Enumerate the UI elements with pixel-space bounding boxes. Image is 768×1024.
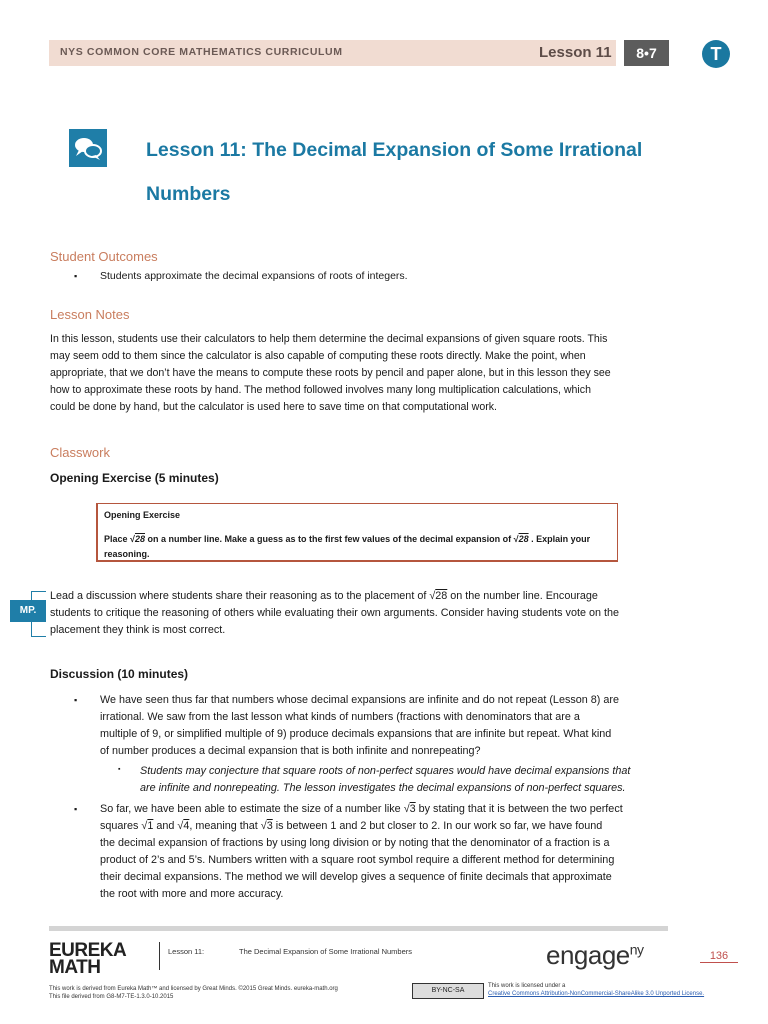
paragraph-line: Students may conjecture that square roots of non-perfect squares would have decimal expansions that	[140, 765, 631, 777]
logo-line-2: MATH	[49, 957, 101, 978]
paragraph-line: multiple of 9, or simplified multiple of 9) produce decimals expansions that are infinite but repeat. What kind	[100, 728, 612, 740]
footer-lesson-title: The Decimal Expansion of Some Irrational Numbers	[239, 947, 412, 956]
ny-text: ny	[629, 941, 644, 958]
lesson-label: Lesson 11	[539, 44, 612, 61]
sqrt-symbol: √	[260, 820, 267, 832]
radicand: 3	[266, 820, 273, 832]
sqrt-symbol: √	[403, 803, 410, 815]
number: 1	[330, 820, 337, 832]
opening-exercise-heading: Opening Exercise (5 minutes)	[50, 471, 219, 485]
text: Lead a discussion where students share their reasoning as to the placement of	[50, 590, 430, 602]
number: 2	[360, 820, 367, 832]
text: . In our work so far, we have found	[437, 820, 603, 832]
radicand: 3	[409, 803, 416, 815]
page-number: 136	[700, 950, 738, 963]
paragraph-line: product of 2’s and 5’s. Numbers written with a square root symbol require a different method for determining	[100, 854, 615, 866]
bullet-icon: ▪	[74, 695, 78, 705]
opening-exercise-box-body	[104, 532, 610, 562]
engageny-logo	[546, 940, 644, 971]
lesson-notes-line: how to approximate these roots by hand. The method followed involves many long multiplication calculations, which	[50, 384, 591, 396]
box-line-2: reasoning.	[104, 549, 150, 559]
text: and	[153, 820, 178, 832]
number: 2	[431, 820, 438, 832]
paragraph-line: are infinite and nonrepeating. The lesson investigates the decimal expansions of non-perfect squares.	[140, 782, 626, 794]
paragraph-line: We have seen thus far that numbers whose decimal expansions are infinite and do not repeat (Lesson 8) are	[100, 694, 619, 706]
teacher-badge: T	[702, 40, 730, 68]
radicand: 28	[134, 534, 145, 544]
text: , meaning that	[189, 820, 261, 832]
discussion-sub-bullet	[140, 763, 680, 797]
eureka-math-logo	[49, 942, 126, 976]
cc-license-badge[interactable]: BY-NC-SA	[412, 983, 484, 999]
page-title	[146, 128, 686, 216]
box-text: Place	[104, 534, 131, 544]
sqrt-symbol: √	[429, 590, 436, 602]
grade-module-badge: 8•7	[624, 40, 669, 66]
derived-line-2: This file derived from G8-M7-TE-1.3.0-10.2015	[49, 994, 174, 1000]
sqrt-symbol: √	[513, 534, 519, 544]
engage-text: engage	[546, 940, 630, 970]
discussion-paragraph-1	[100, 692, 680, 760]
license-link[interactable]: Creative Commons Attribution-NonCommercial-ShareAlike 3.0 Unported License.	[488, 991, 705, 997]
paragraph-line	[100, 818, 680, 835]
curriculum-label: NYS COMMON CORE MATHEMATICS CURRICULUM	[60, 46, 343, 58]
text: is between	[272, 820, 331, 832]
outcome-item: Students approximate the decimal expansions of roots of integers.	[100, 270, 408, 282]
radicand: 28	[518, 534, 529, 544]
license-line-1: This work is licensed under a	[488, 983, 566, 989]
mp-line-3: placement they think is most correct.	[50, 624, 226, 636]
paragraph-line: their decimal expansions. The method we will develop gives a sequence of finite decimals that approximate	[100, 871, 612, 883]
sqrt-symbol: √	[177, 820, 184, 832]
mp-tag: MP.	[10, 600, 46, 622]
paragraph-line	[100, 801, 680, 818]
lesson-notes-paragraph	[50, 331, 680, 416]
text: on the number line. Encourage	[447, 590, 598, 602]
derived-notice	[49, 985, 409, 1001]
text: squares	[100, 820, 142, 832]
box-text: on a number line. Make a guess as to the first few values of the decimal expansion of	[145, 534, 514, 544]
lesson-notes-line: appropriate, that we don’t have the means to compute these roots by pencil and paper alone, but in this lesson they see	[50, 367, 611, 379]
paragraph-line: irrational. We saw from the last lesson what kinds of numbers (fractions with denominators that are a	[100, 711, 580, 723]
lesson-notes-line: may seem odd to them since the calculator is also capable of computing these roots directly. Make the point, when	[50, 350, 586, 362]
radicand: 28	[435, 590, 448, 602]
derived-line-1: This work is derived from Eureka Math™ and licensed by Great Minds. ©2015 Great Minds. eureka-math.org	[49, 986, 338, 992]
lesson-notes-line: In this lesson, students use their calculators to help them determine the decimal expansions of given square roots. This	[50, 333, 608, 345]
sub-bullet-icon: ▪	[118, 766, 121, 773]
speech-bubbles-icon	[69, 129, 107, 167]
student-outcomes-heading: Student Outcomes	[50, 249, 158, 264]
footer-divider	[49, 926, 668, 931]
sqrt-symbol: √	[141, 820, 148, 832]
lesson-notes-line: could be done by hand, but the calculator is used here to save time on that computational work.	[50, 401, 497, 413]
footer-lesson: Lesson 11:	[168, 947, 205, 956]
box-line-1	[104, 532, 610, 547]
bullet-icon: ▪	[74, 804, 78, 814]
text: by stating that it is between the two perfect	[415, 803, 623, 815]
paragraph-line: the decimal expansion of fractions by using long division or by noting that the denominator of a fraction is a	[100, 837, 610, 849]
discussion-heading: Discussion (10 minutes)	[50, 667, 189, 681]
text: and	[336, 820, 361, 832]
lesson-notes-heading: Lesson Notes	[50, 307, 130, 322]
paragraph-line: of number produces a decimal expansion that is both infinite and nonrepeating?	[100, 745, 481, 757]
box-text: . Explain your	[528, 534, 591, 544]
license-notice	[488, 982, 748, 998]
mp-paragraph	[50, 588, 680, 639]
opening-exercise-box-title: Opening Exercise	[104, 510, 181, 520]
discussion-paragraph-2	[100, 801, 680, 903]
title-line-1: Lesson 11: The Decimal Expansion of Some Irrational	[146, 139, 643, 161]
text: So far, we have been able to estimate the size of a number like	[100, 803, 404, 815]
mp-line-1	[50, 588, 680, 605]
paragraph-line: the root with more and more accuracy.	[100, 888, 284, 900]
mp-line-2: students to critique the reasoning of others while evaluating their own arguments. Consider having students vote on the	[50, 607, 619, 619]
radicand: 4	[183, 820, 190, 832]
logo-line-1: EUREKA	[49, 940, 127, 961]
radicand: 1	[147, 820, 154, 832]
title-line-2: Numbers	[146, 183, 231, 205]
text: but closer to	[366, 820, 432, 832]
classwork-heading: Classwork	[50, 445, 110, 460]
bullet-icon: ▪	[74, 271, 78, 281]
footer-vertical-rule	[159, 942, 160, 970]
sqrt-symbol: √	[130, 534, 135, 544]
